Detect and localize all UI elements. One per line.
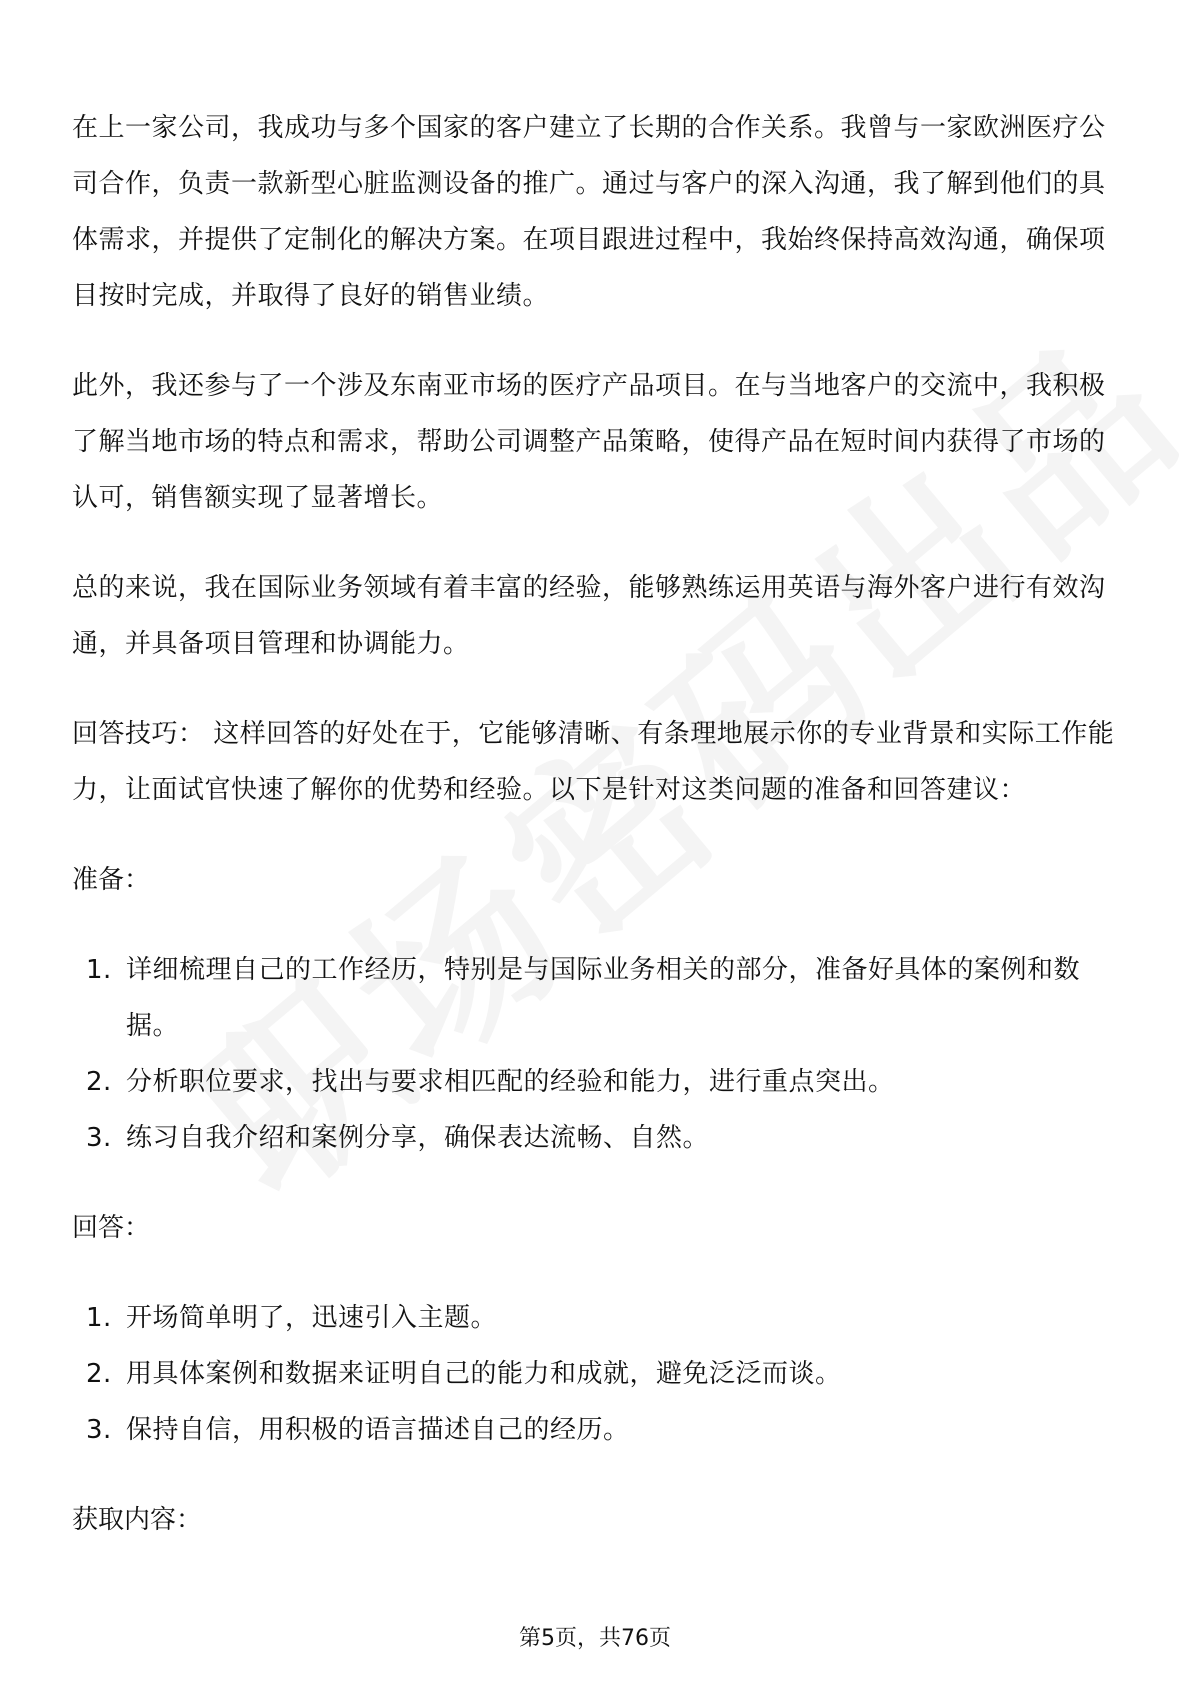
list-item xyxy=(72,1054,1122,1110)
list-number: 3. xyxy=(86,1415,112,1445)
list-text: 分析职位要求，找出与要求相匹配的经验和能力，进行重点突出。 xyxy=(126,1067,895,1097)
list-item xyxy=(72,1290,1122,1346)
paragraph-summary: 总的来说，我在国际业务领域有着丰富的经验，能够熟练运用英语与海外客户进行有效沟通，并具备项目管理和协调能力。 xyxy=(72,573,1106,659)
list-number: 2. xyxy=(86,1067,112,1097)
paragraph-answer-tips: 回答技巧： 这样回答的好处在于，它能够清晰、有条理地展示你的专业背景和实际工作能力，让面试官快速了解你的优势和经验。以下是针对这类问题的准备和回答建议： xyxy=(72,719,1115,805)
answer-list xyxy=(72,1290,1122,1458)
list-number: 3. xyxy=(86,1123,112,1153)
page-number-footer: 第5页，共76页 xyxy=(519,1626,671,1651)
prepare-list xyxy=(72,942,1122,1166)
paragraph-experience: 在上一家公司，我成功与多个国家的客户建立了长期的合作关系。我曾与一家欧洲医疗公司合作，负责一款新型心脏监测设备的推广。通过与客户的深入沟通，我了解到他们的具体需求，并提供了定制化的解决方案。在项目跟进过程中，我始终保持高效沟通，确保项目按时完成，并取得了良好的销售业绩。 xyxy=(72,113,1106,311)
list-text: 详细梳理自己的工作经历，特别是与国际业务相关的部分，准备好具体的案例和数据。 xyxy=(126,955,1081,1041)
list-text: 开场简单明了，迅速引入主题。 xyxy=(126,1303,498,1333)
list-text: 用具体案例和数据来证明自己的能力和成就，避免泛泛而谈。 xyxy=(126,1359,842,1389)
list-item xyxy=(72,1346,1122,1402)
list-number: 1. xyxy=(86,955,112,985)
list-number: 2. xyxy=(86,1359,112,1389)
obtain-heading: 获取内容： xyxy=(72,1505,203,1535)
page-content xyxy=(72,100,1122,1582)
list-number: 1. xyxy=(86,1303,112,1333)
list-text: 练习自我介绍和案例分享，确保表达流畅、自然。 xyxy=(126,1123,710,1153)
list-item xyxy=(72,942,1122,1054)
list-item xyxy=(72,1402,1122,1458)
paragraph-southeast-asia: 此外，我还参与了一个涉及东南亚市场的医疗产品项目。在与当地客户的交流中，我积极了解当地市场的特点和需求，帮助公司调整产品策略，使得产品在短时间内获得了市场的认可，销售额实现了显著增长。 xyxy=(72,371,1106,513)
list-item xyxy=(72,1110,1122,1166)
list-text: 保持自信，用积极的语言描述自己的经历。 xyxy=(126,1415,630,1445)
answer-heading: 回答： xyxy=(72,1213,151,1243)
prepare-heading: 准备： xyxy=(72,865,151,895)
